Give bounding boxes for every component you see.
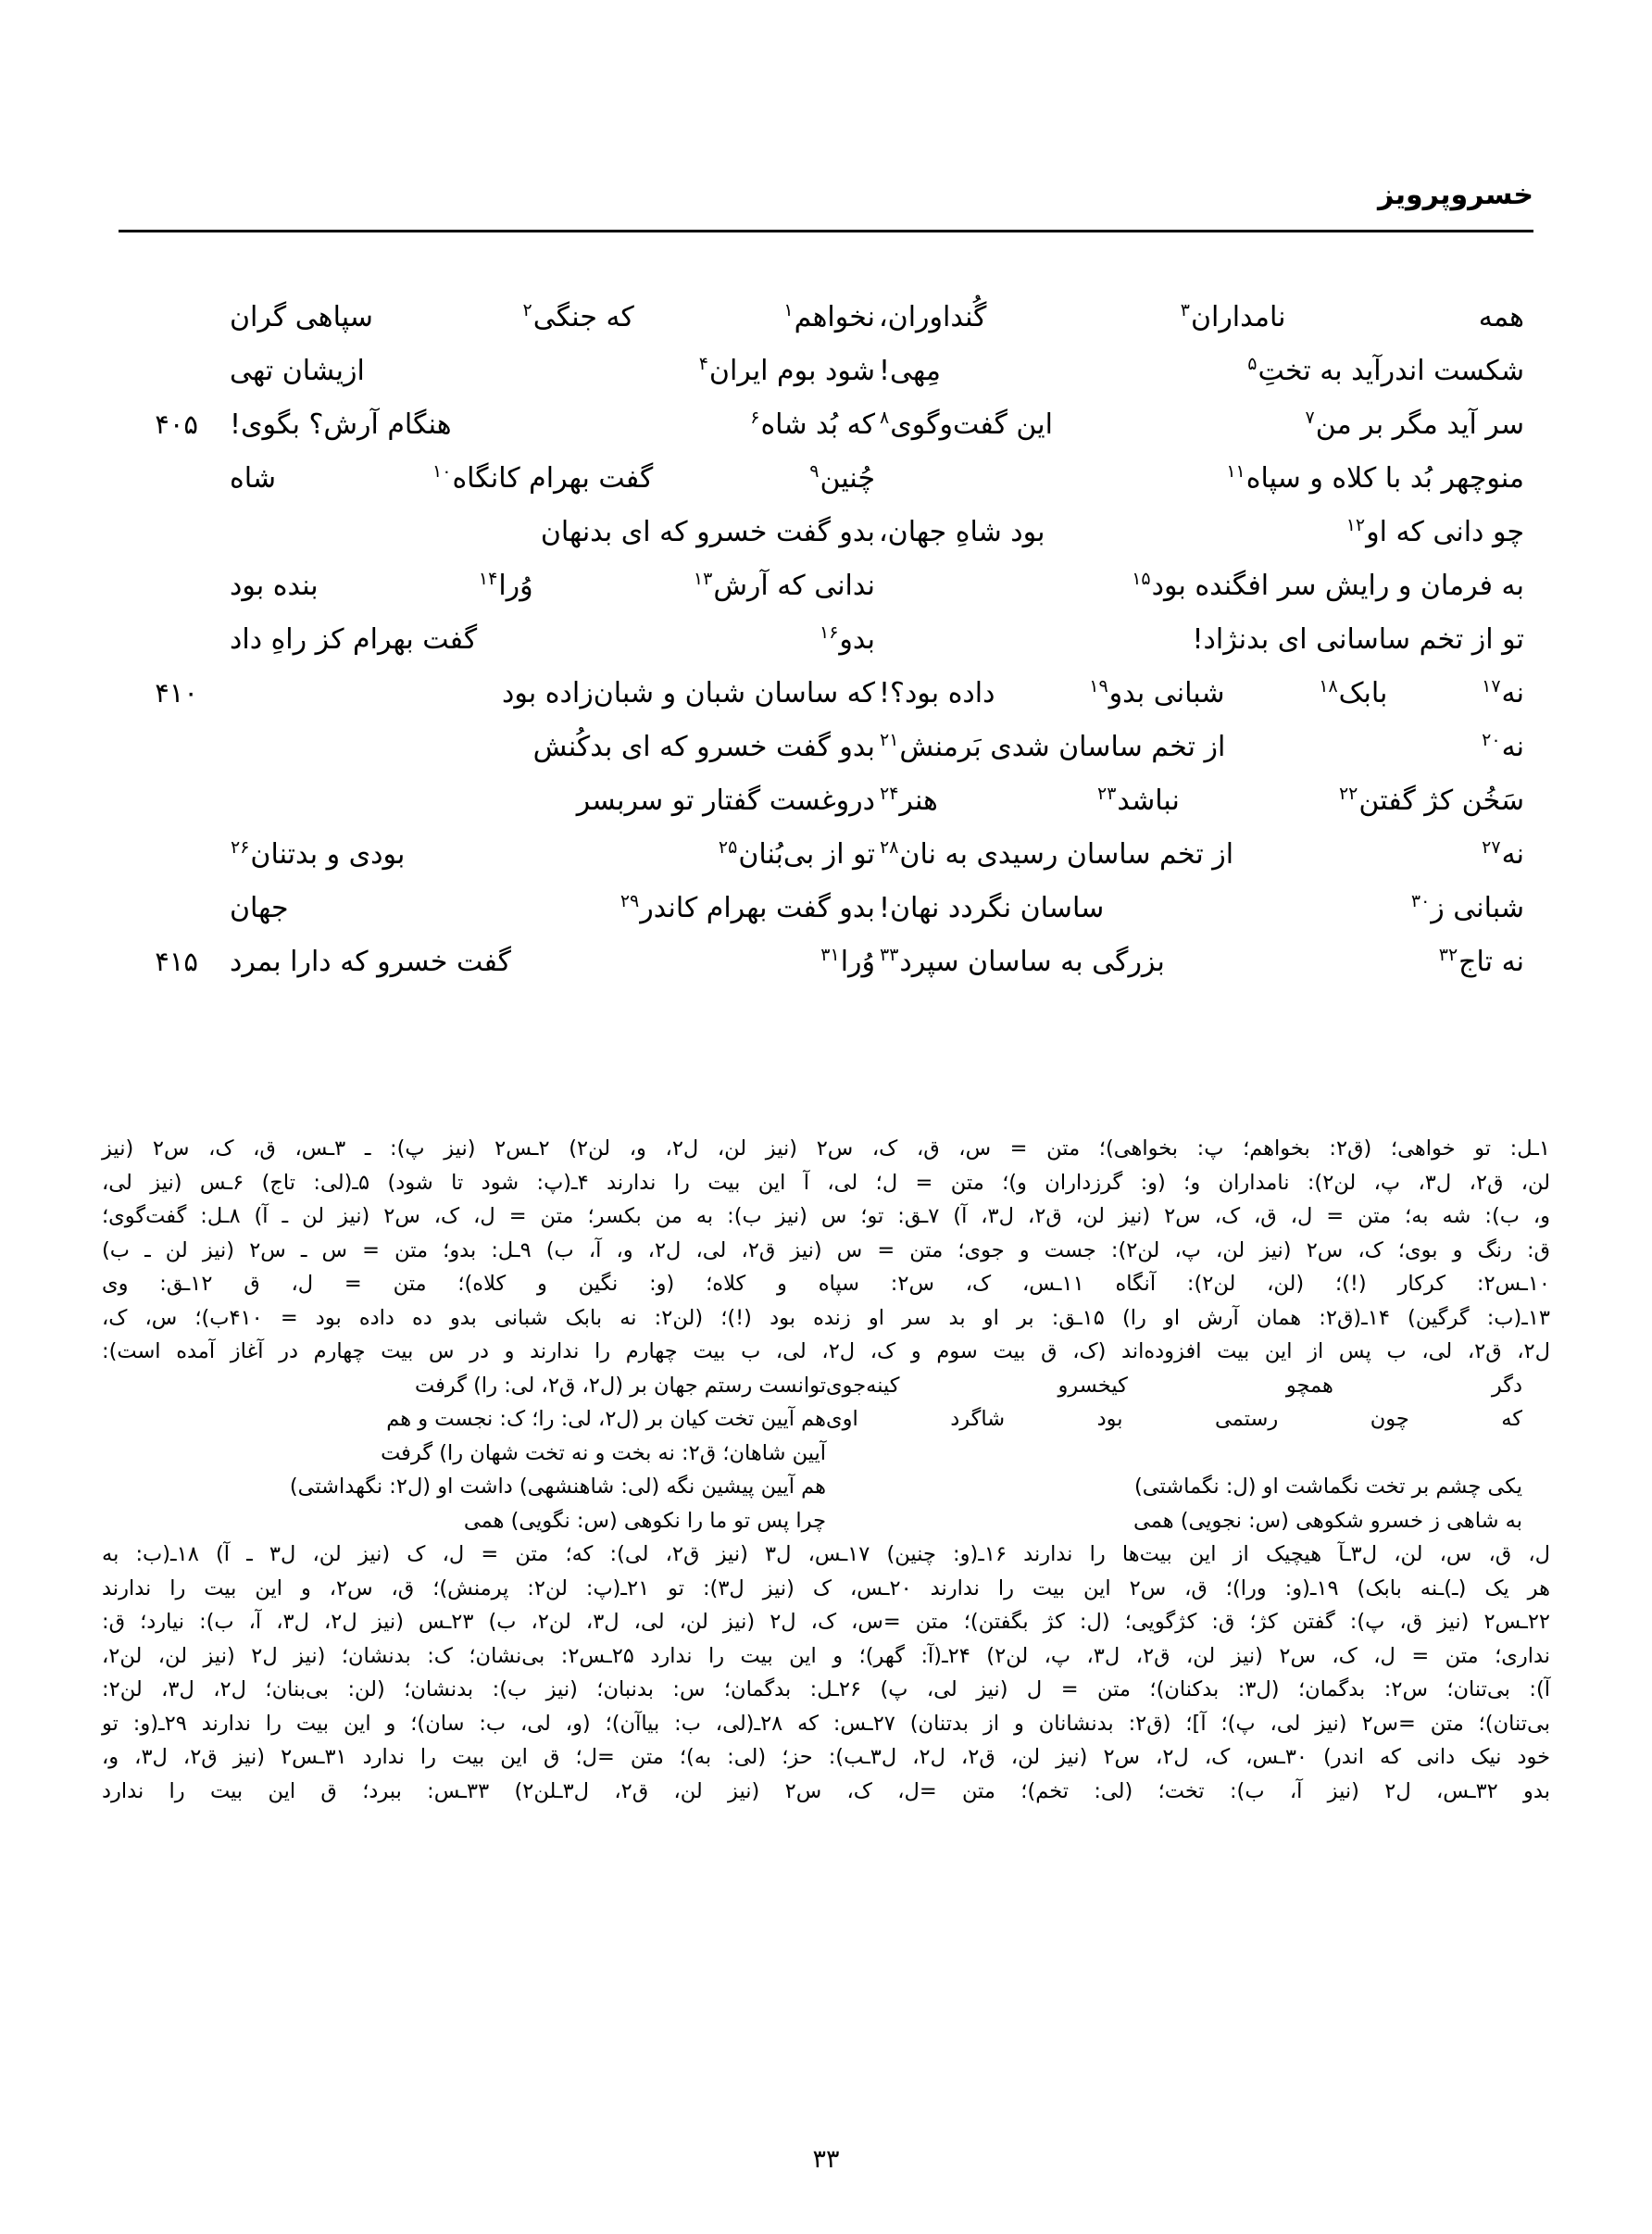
verse-row xyxy=(119,511,1533,565)
hemistich-right xyxy=(198,941,875,983)
note-marker: ۳۰ xyxy=(1410,891,1431,911)
hemistich-word: بدو گفت خسرو که ای بدنهان xyxy=(540,516,875,548)
note-marker: ۱۵ xyxy=(1132,569,1151,589)
apparatus-line: ل، ق، س، لن، ل۳ـآ هیچیک از این بیت‌ها را ندارند ۱۶ـ(و: چنین) ۱۷ـس، ل۳ (نیز ق۲، لی): که؛ متن = ل، ک (نیز لن، ل۳ ـ آ) ۱۸ـ(ب: به xyxy=(102,1542,1551,1566)
hemistich-word: بود شاهِ جهان، xyxy=(879,516,1045,548)
apparatus-line: ۱ـل: تو خواهی؛ (ق۲: بخواهم؛ پ: بخواهی)؛ متن = س، ق، ک، س۲ (نیز لن، ل۲، و، لن۲) ۲ـس۲ (نیز پ): ـ ۳ـس، ق، ک، س۲ (نیز xyxy=(102,1136,1550,1161)
inset-hemistich-right xyxy=(102,1402,826,1437)
hemistich-left xyxy=(875,941,1533,983)
note-marker: ۵ xyxy=(1247,354,1258,374)
verse-row xyxy=(119,565,1533,619)
hemistich-word xyxy=(1438,941,1524,983)
apparatus-line: آ): بی‌تنان؛ س۲: بدگمان؛ (ل۳: بدکنان)؛ متن = ل (نیز لی، پ) ۲۶ـل: بدگمان؛ س: بدنبان؛ (نیز ب): بدنشان؛ (لن: بی‌بنان؛ ل۲، ل۳، لن۲: xyxy=(102,1677,1550,1701)
inset-word: رستمی xyxy=(1214,1407,1279,1431)
hemistich-left xyxy=(875,619,1533,660)
critical-apparatus xyxy=(102,1132,1550,1842)
hemistich-text: بدو گفت بهرام کاندر xyxy=(640,892,875,924)
apparatus-line: بدو ۳۲ـس، ل۲ (نیز آ، ب): تخت؛ (لی: تخم)؛ متن =ل، ک، س۲ (نیز لن، ق۲، ل۳ـلن۲) ۳۳ـس: ببرد؛ ق این بیت را ندارد xyxy=(102,1778,1550,1803)
hemistich-left xyxy=(875,296,1533,338)
apparatus-inset-couplet xyxy=(102,1369,1550,1403)
hemistich-text: از تخم ساسان رسیدی به نان xyxy=(899,838,1234,871)
note-marker: ۲۹ xyxy=(620,891,640,911)
inset-word: چون xyxy=(1370,1407,1409,1431)
hemistich-word xyxy=(478,565,533,607)
hemistich-left xyxy=(875,887,1533,929)
note-marker: ۱۶ xyxy=(819,622,839,643)
inset-word: که xyxy=(1501,1407,1522,1431)
inset-word: شاگرد xyxy=(950,1407,1006,1431)
apparatus-line xyxy=(102,1808,1550,1842)
hemistich-left xyxy=(875,780,1533,822)
inset-hemistich-left xyxy=(826,1402,1550,1437)
verse-number: ۴۱۵ xyxy=(155,946,198,977)
hemistich-text: این گفت‌وگوی xyxy=(890,408,1053,441)
hemistich-word xyxy=(1338,780,1524,822)
note-marker: ۳۲ xyxy=(1438,945,1458,965)
page-header xyxy=(119,179,1533,248)
hemistich-word: سپاهی گران xyxy=(230,301,373,333)
hemistich-word xyxy=(1410,887,1524,929)
hemistich-left xyxy=(875,726,1533,768)
inset-word: چرا پس تو ما را نکوهی (س: نگویی) همی xyxy=(463,1508,826,1533)
hemistich-text: هنر xyxy=(899,784,938,817)
hemistich-word: که ساسان شبان و شبان‌زاده بود xyxy=(502,677,875,709)
hemistich-word xyxy=(230,834,405,875)
hemistich-left xyxy=(875,350,1533,392)
verse-row xyxy=(119,350,1533,404)
apparatus-line: لن، ق۲، ل۳، پ، لن۲): نامداران و؛ (و: گرزداران و)؛ متن = ل؛ لی، آ این بیت را ندارند ۴ـ(پ: شود تا شود) ۵ـ(لی: تاج) ۶ـس (نیز لی، xyxy=(102,1170,1551,1195)
hemistich-word xyxy=(1088,672,1224,714)
hemistich-text: نه xyxy=(1501,677,1524,709)
note-marker: ۲۲ xyxy=(1338,784,1358,804)
inset-word: هم آیین پیشین نگه (لی: شاهنشهی) داشت او (ل۲: نگهداشتی) xyxy=(289,1475,826,1499)
note-marker: ۲۱ xyxy=(880,730,899,750)
note-marker: ۱ xyxy=(783,300,794,320)
hemistich-word xyxy=(879,941,1165,983)
hemistich-word: بدو گفت خسرو که ای بدکُنش xyxy=(532,731,875,763)
inset-word: کیخسرو xyxy=(1058,1373,1128,1398)
hemistich-word: همه xyxy=(1478,301,1524,333)
hemistich-text: سَخُن کژ گفتن xyxy=(1358,784,1524,817)
hemistich-word: جهان xyxy=(230,892,289,924)
inset-word: هم آیین تخت کیان بر (ل۲، لی: را؛ ک: نجست و هم xyxy=(386,1407,826,1431)
note-marker: ۳ xyxy=(1180,300,1190,320)
apparatus-line: بی‌تنان)؛ متن =س۲ (نیز لی، پ)؛ آ]؛ (ق۲: بدنشانان و از بدتنان) ۲۷ـس: که ۲۸ـ(لی، ب: بیاآن)؛ (و، لی، ب: سان)؛ و این بیت را ندارند ۲۹ـ(و: تو xyxy=(102,1711,1551,1736)
apparatus-inset-couplet xyxy=(102,1402,1550,1437)
hemistich-right xyxy=(198,350,875,392)
note-marker: ۲ xyxy=(522,300,532,320)
note-marker: ۶ xyxy=(750,408,760,428)
hemistich-right xyxy=(198,834,875,875)
inset-word: به شاهی ز خسرو شکوهی (س: نجویی) همی xyxy=(1133,1508,1522,1533)
hemistich-word xyxy=(879,780,938,822)
hemistich-word: مِهی! xyxy=(879,355,941,387)
verse-row xyxy=(119,941,1533,995)
apparatus-line: ۱۰ـس۲: کرکار (!)؛ (لن، لن۲): آنگاه ۱۱ـس، ک، س۲: سپاه و کلاه؛ (و: نگین و کلاه)؛ متن = ل، ق ۱۲ـق: وی xyxy=(102,1272,1550,1296)
hemistich-word xyxy=(693,565,875,607)
inset-word: یکی چشم بر تخت نگماشت او (ل: نگماشتی) xyxy=(1133,1475,1522,1499)
hemistich-text: وُرا xyxy=(840,946,875,978)
hemistich-text: که بُد شاه xyxy=(760,408,875,441)
hemistich-text: به فرمان و رایش سر افگنده بود xyxy=(1151,570,1524,602)
hemistich-left xyxy=(875,511,1533,553)
hemistich-text: گفت بهرام کانگاه xyxy=(452,462,654,495)
header-rule xyxy=(119,230,1533,232)
hemistich-right xyxy=(198,404,875,446)
hemistich-word xyxy=(879,726,1225,768)
hemistich-word xyxy=(820,941,875,983)
hemistich-word xyxy=(782,296,875,338)
apparatus-inset-couplet xyxy=(102,1437,1550,1471)
hemistich-left xyxy=(875,404,1533,446)
note-marker: ۲۷ xyxy=(1482,837,1501,858)
note-marker: ۱۷ xyxy=(1482,676,1501,697)
inset-hemistich-left xyxy=(826,1369,1550,1403)
hemistich-word: شاه xyxy=(230,462,276,495)
hemistich-text: بزرگی به ساسان سپرد xyxy=(899,946,1165,978)
hemistich-word: ازیشان تهی xyxy=(230,355,365,387)
hemistich-text: منوچهر بُد با کلاه و سپاه xyxy=(1245,462,1524,495)
hemistich-word: داده بود؟! xyxy=(879,677,995,709)
hemistich-word: گُنداوران، xyxy=(879,301,987,333)
hemistich-word xyxy=(1318,672,1387,714)
hemistich-word xyxy=(1225,458,1524,499)
hemistich-word xyxy=(432,458,653,499)
hemistich-text: نه xyxy=(1501,731,1524,763)
apparatus-inset-couplet xyxy=(102,1470,1550,1504)
hemistich-word xyxy=(1481,726,1524,768)
note-marker: ۲۶ xyxy=(231,837,250,858)
note-marker: ۹ xyxy=(809,461,820,482)
hemistich-word xyxy=(718,834,875,875)
hemistich-word xyxy=(808,458,875,499)
hemistich-right xyxy=(198,887,875,929)
hemistich-right xyxy=(198,296,875,338)
hemistich-text: بدو xyxy=(839,623,875,656)
hemistich-text: ندانی که آرش xyxy=(713,570,875,602)
apparatus-line: خود نیک دانی که اندر) ۳۰ـس، ک، ل۲، س۲ (نیز لن، ق۲، ل۲، ل۳ـب): حز؛ (لی: به)؛ متن =ل؛ ق این بیت را ندارد ۳۱ـس۲ (نیز ق۲، ل۳، و، xyxy=(102,1745,1550,1769)
hemistich-right xyxy=(198,619,875,660)
inset-hemistich-right xyxy=(102,1369,826,1403)
verse-row xyxy=(119,672,1533,726)
hemistich-text: چو دانی که او xyxy=(1366,516,1524,548)
note-marker: ۲۴ xyxy=(880,784,899,804)
note-marker: ۱۴ xyxy=(478,569,498,589)
hemistich-word xyxy=(879,404,1053,446)
hemistich-word xyxy=(819,619,875,660)
hemistich-word xyxy=(749,404,875,446)
hemistich-word: هنگام آرش؟ بگوی! xyxy=(230,408,452,441)
hemistich-text: وُرا xyxy=(498,570,533,602)
inset-word: توانست رستم جهان بر (ل۲، ق۲، لی: را) گرفت xyxy=(415,1373,826,1398)
hemistich-text: بابک xyxy=(1338,677,1388,709)
hemistich-word: گفت بهرام کز راهِ داد xyxy=(230,623,478,656)
hemistich-text: نه تاج xyxy=(1458,946,1524,978)
hemistich-right xyxy=(198,511,875,553)
verse-row xyxy=(119,296,1533,350)
hemistich-text: شکست اندرآید به تختِ xyxy=(1258,355,1524,387)
inset-hemistich-right xyxy=(102,1504,826,1538)
hemistich-word xyxy=(1305,404,1524,446)
hemistich-word xyxy=(1131,565,1524,607)
hemistich-word xyxy=(1481,834,1524,875)
note-marker: ۸ xyxy=(880,408,890,428)
hemistich-text: بودی و بدتنان xyxy=(250,838,406,871)
note-marker: ۷ xyxy=(1305,408,1315,428)
hemistich-right xyxy=(198,458,875,499)
hemistich-word xyxy=(698,350,875,392)
hemistich-text: نخواهم xyxy=(794,301,875,333)
hemistich-left xyxy=(875,672,1533,714)
hemistich-text: شبانی ز xyxy=(1431,892,1524,924)
apparatus-line: ل۲، ق۲، لی، ب پس از این بیت افزوده‌اند (ک، ق بیت سوم و ک، ل۲، لی، ب بیت چهارم را ندارند و در س بیت چهارم در آغاز آمده است): xyxy=(102,1339,1550,1363)
note-marker: ۲۰ xyxy=(1482,730,1501,750)
page-number: ۳۳ xyxy=(812,2145,840,2174)
apparatus-line: هر یک (ـ)ـنه بابک) ۱۹ـ(و: ورا)؛ ق، س۲ این بیت را ندارند ۲۰ـس، ک (نیز ل۳): تو ۲۱ـ(پ: لن۲: پرمنش)؛ ق، س۲، و این بیت را ندارند xyxy=(102,1575,1550,1600)
hemistich-text: تو از بی‌بُنان xyxy=(738,838,875,871)
note-marker: ۳۳ xyxy=(880,945,899,965)
verse-number: ۴۱۰ xyxy=(155,677,198,709)
note-marker: ۲۸ xyxy=(880,837,899,858)
verse-row xyxy=(119,458,1533,511)
hemistich-word xyxy=(522,296,634,338)
hemistich-word: ساسان نگردد نهان! xyxy=(879,892,1105,924)
hemistich-word: دروغست گفتار تو سربسر xyxy=(576,784,875,817)
hemistich-word: گفت خسرو که دارا بمرد xyxy=(230,946,511,978)
hemistich-left xyxy=(875,834,1533,875)
apparatus-line: ۱۳ـ(ب: گرگین) ۱۴ـ(ق۲: همان آرش او را) ۱۵ـق: بر او بد سر او زنده بود (!)؛ (لن۲: نه بابک شبانی بدو ده داده بود = ۴۱۰ب)؛ س، ک، xyxy=(102,1305,1550,1330)
inset-word: آیین شاهان؛ ق۲: نه بخت و نه تخت شهان را) گرفت xyxy=(381,1440,826,1465)
hemistich-text: نباشد xyxy=(1117,784,1180,817)
hemistich-word xyxy=(1096,780,1180,822)
running-head: خسروپرویز xyxy=(1378,179,1533,211)
hemistich-left xyxy=(875,458,1533,499)
apparatus-line: ۲۲ـس۲ (نیز ق، پ): گفتن کژ؛ ق: کژگویی؛ (ل: کژ بگفتن)؛ متن =س، ک، ل۲ (نیز لن، لی، ل۳، لن۲، ب) ۲۳ـس (نیز ل۲، ل۳، آ، ب): نیارد؛ ق: xyxy=(102,1610,1550,1634)
inset-word: بود xyxy=(1096,1407,1123,1431)
inset-hemistich-right xyxy=(102,1470,826,1504)
hemistich-text: که جنگی xyxy=(532,301,634,333)
verse-row xyxy=(119,887,1533,941)
inset-hemistich-left xyxy=(826,1504,1550,1538)
hemistich-text: سر آید مگر بر من xyxy=(1315,408,1524,441)
inset-word: دگر xyxy=(1491,1373,1522,1398)
note-marker: ۱۰ xyxy=(432,461,452,482)
note-marker: ۱۸ xyxy=(1319,676,1338,697)
hemistich-text: شبانی بدو xyxy=(1108,677,1225,709)
verse-row xyxy=(119,726,1533,780)
hemistich-right xyxy=(198,780,875,822)
verse-row xyxy=(119,404,1533,458)
inset-hemistich-right xyxy=(102,1437,826,1471)
note-marker: ۴ xyxy=(698,354,708,374)
hemistich-word: بنده بود xyxy=(230,570,319,602)
hemistich-word: تو از تخم ساسانی ای بدنژاد! xyxy=(1192,623,1524,656)
hemistich-text: نه xyxy=(1501,838,1524,871)
inset-word: اوی xyxy=(826,1407,858,1431)
note-marker: ۲۵ xyxy=(718,837,738,858)
verse-row xyxy=(119,834,1533,887)
hemistich-word xyxy=(879,834,1233,875)
apparatus-line: و، ب): شه به؛ متن = ل، ق، ک، س۲ (نیز لن، ق۲، ل۳، آ) ۷ـق: تو؛ س (نیز ب): به من بکسر؛ متن = ل، ک، س۲ (نیز لن ـ آ) ۸ـل: گفت‌گوی؛ xyxy=(102,1204,1550,1228)
verse-block xyxy=(119,296,1533,995)
hemistich-word xyxy=(1481,672,1524,714)
apparatus-line: ق: رنگ و بوی؛ ک، س۲ (نیز لن، پ، لن۲): جست و جوی؛ متن = س (نیز ق۲، لی، ل۲، و، آ، ب) ۹ـل: بدو؛ متن = س ـ س۲ (نیز لن ـ ب) xyxy=(102,1237,1550,1262)
hemistich-text: از تخم ساسان شدی بَرمنش xyxy=(899,731,1226,763)
note-marker: ۱۹ xyxy=(1089,676,1108,697)
note-marker: ۱۱ xyxy=(1226,461,1245,482)
hemistich-text: نامداران xyxy=(1190,301,1286,333)
hemistich-word xyxy=(1180,296,1286,338)
apparatus-inset-couplet xyxy=(102,1504,1550,1538)
apparatus-line: نداری؛ متن = ل، ک، س۲ (نیز لن، ق۲، ل۳، پ، لن۲) ۲۴ـ(آ: گهر)؛ و این بیت را ندارد ۲۵ـس۲: بی‌نشان؛ ک: بدنشان؛ (نیز ل۲ (نیز لن، لن۲، xyxy=(102,1643,1551,1668)
note-marker: ۲۳ xyxy=(1096,784,1117,804)
inset-word: همچو xyxy=(1285,1373,1333,1398)
verse-row xyxy=(119,619,1533,672)
hemistich-right xyxy=(198,565,875,607)
hemistich-text: چُنین xyxy=(820,462,875,495)
note-marker: ۳۱ xyxy=(820,945,840,965)
hemistich-word xyxy=(1345,511,1524,553)
hemistich-word xyxy=(1246,350,1524,392)
verse-number: ۴۰۵ xyxy=(155,408,198,440)
hemistich-right xyxy=(198,672,875,714)
note-marker: ۱۲ xyxy=(1345,515,1366,535)
note-marker: ۱۳ xyxy=(693,569,713,589)
hemistich-right xyxy=(198,726,875,768)
verse-row xyxy=(119,780,1533,834)
inset-hemistich-left xyxy=(826,1470,1550,1504)
hemistich-left xyxy=(875,565,1533,607)
inset-word: کینه‌جوی xyxy=(826,1373,900,1398)
hemistich-word xyxy=(620,887,875,929)
hemistich-text: شود بوم ایران xyxy=(708,355,875,387)
